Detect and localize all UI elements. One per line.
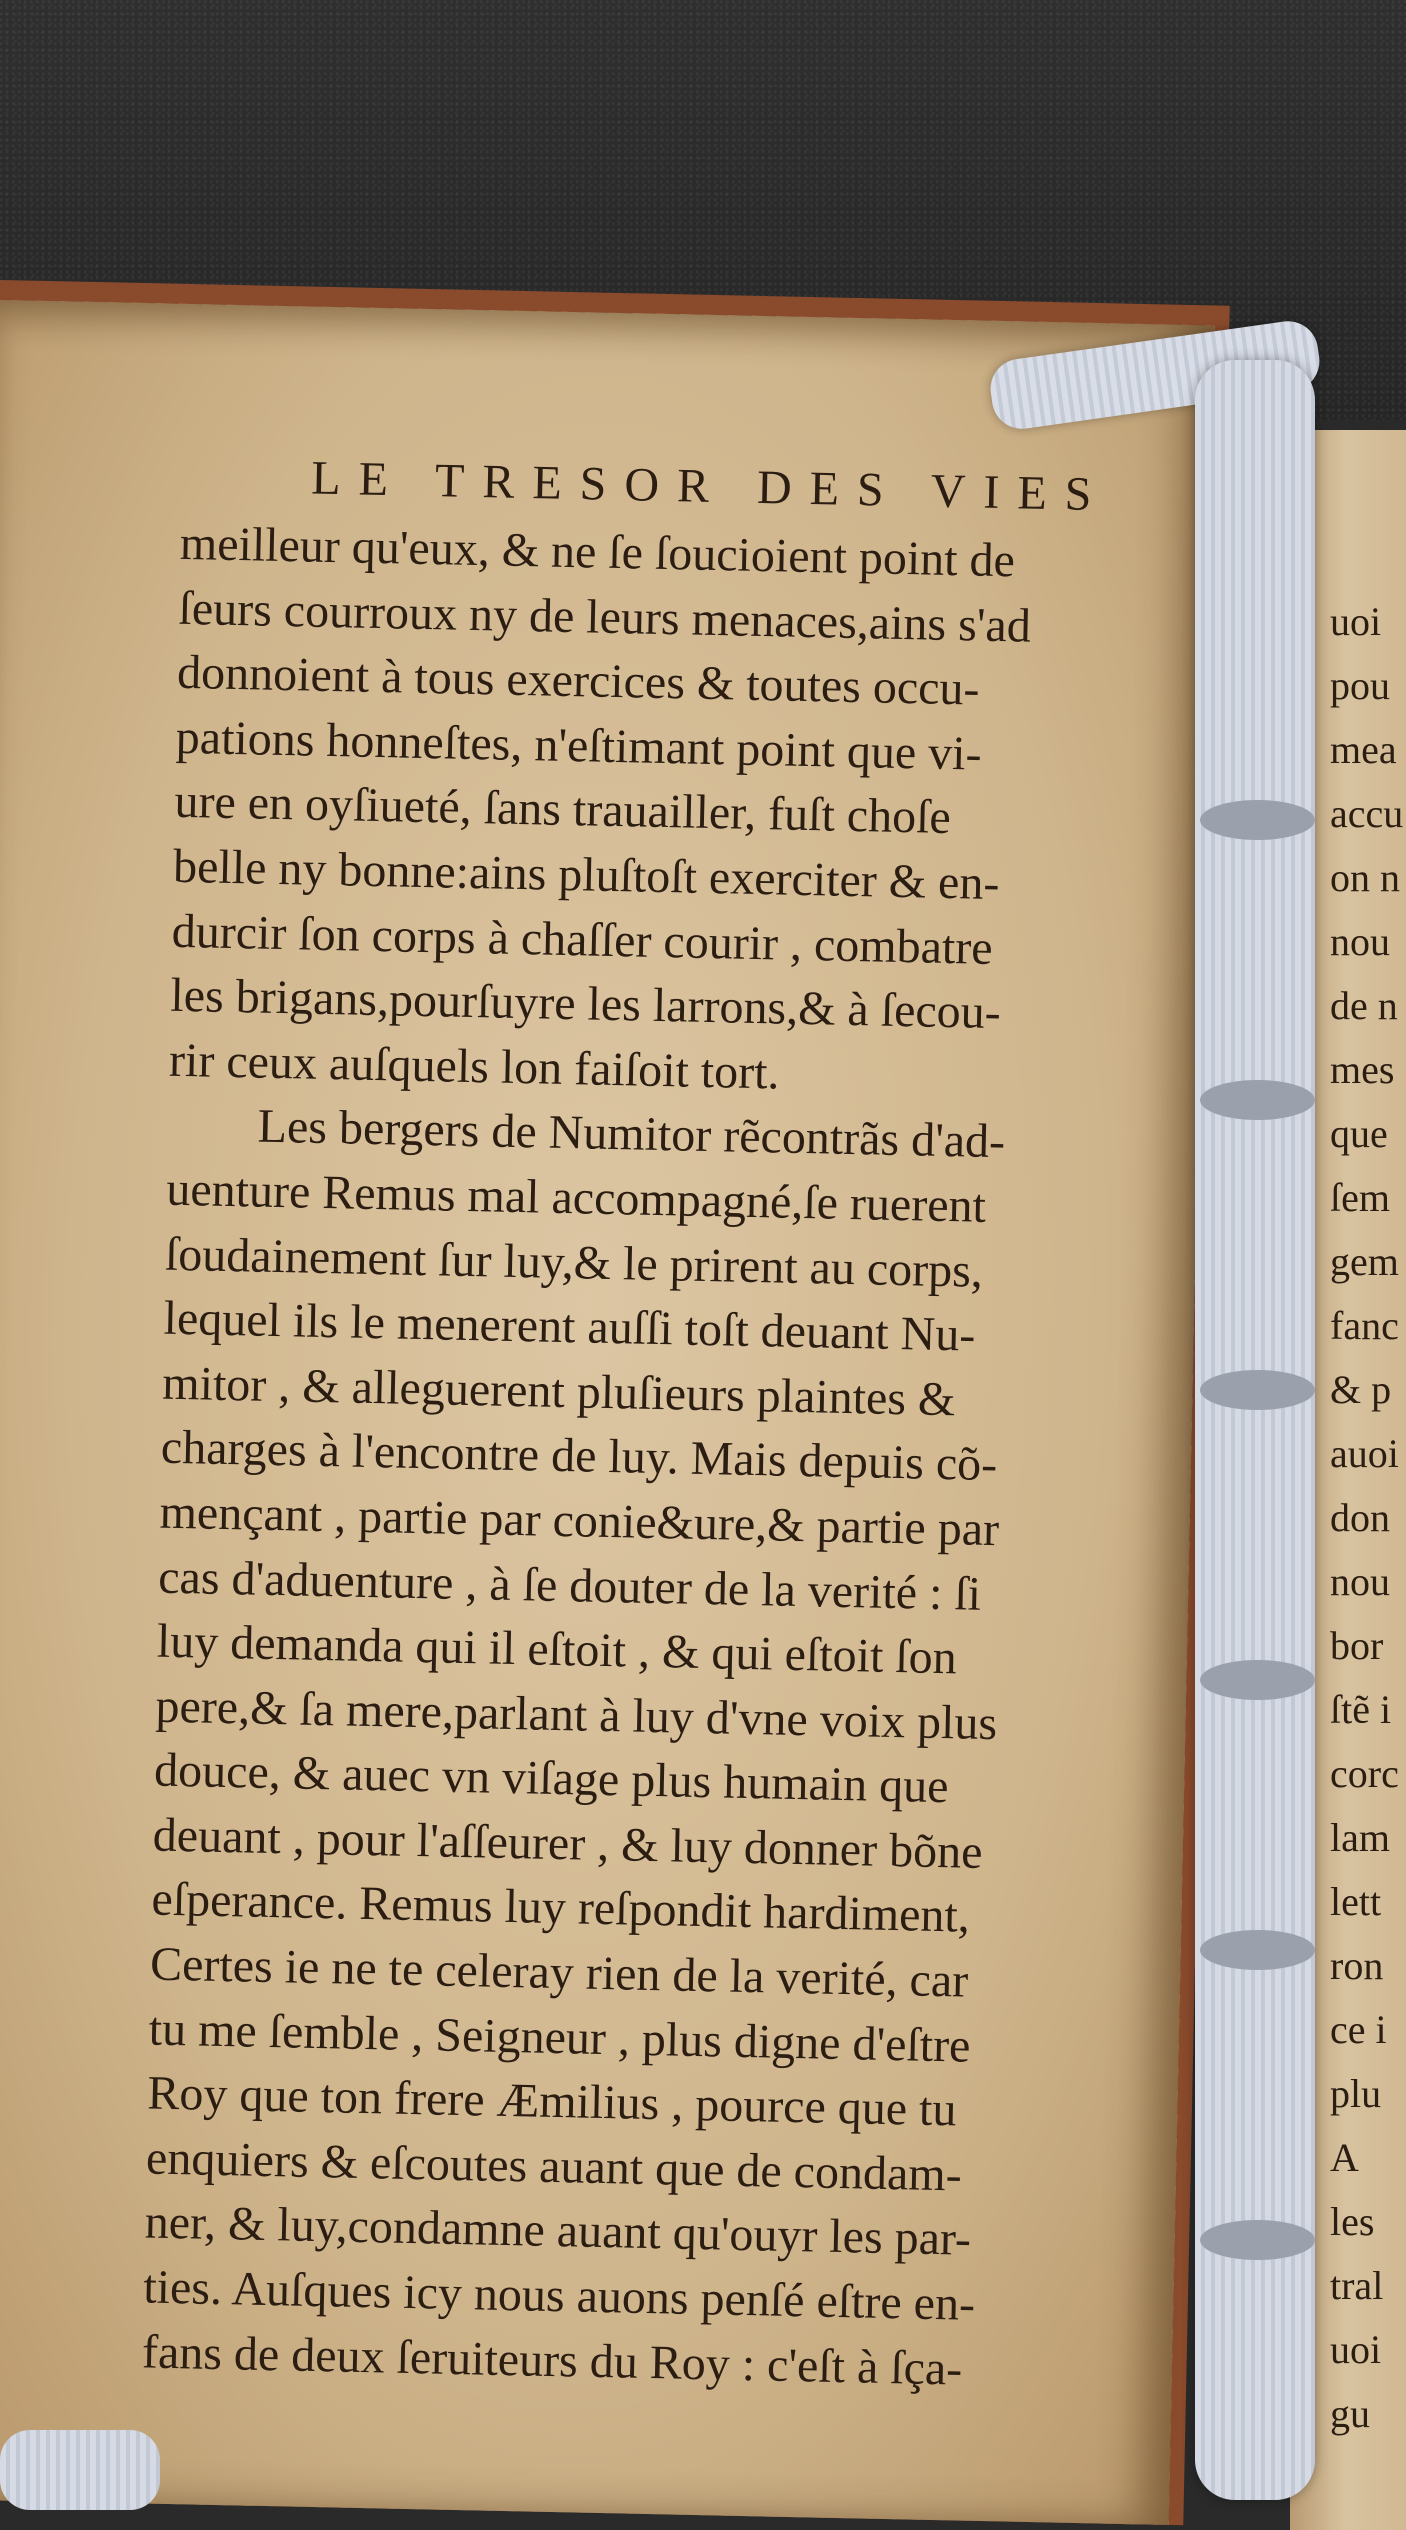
- text-line: pations honneſtes, n'eſtimant point que vi-: [175, 710, 983, 781]
- ribbon-twist: [1200, 800, 1315, 840]
- text-line: luy demanda qui il eſtoit , & qui eſtoit ſon: [156, 1614, 958, 1685]
- paragraph-1: [168, 512, 1180, 1114]
- text-line: belle ny bonne:ains pluſtoſt exerciter & en-: [172, 839, 1000, 911]
- text-line: enquiers & eſcoutes auant que de condam-: [145, 2131, 963, 2202]
- text-line: ner, & luy,condamne auant qu'ouyr les par-: [144, 2195, 972, 2267]
- text-line: mitor , & alleguerent pluſieurs plaintes &: [161, 1356, 956, 1426]
- facing-page-fragment: ſtẽ i: [1330, 1687, 1392, 1732]
- text-line: charges à l'encontre de luy. Mais depuis cõ-: [160, 1420, 998, 1492]
- facing-page-fragment: pou: [1330, 663, 1390, 708]
- text-line: tu me ſemble , Seigneur , plus digne d'eſtre: [148, 2002, 972, 2073]
- text-line: ſeurs courroux ny de leurs menaces,ains s'ad: [178, 581, 1032, 653]
- facing-page-fragment: fanc: [1330, 1303, 1399, 1348]
- facing-page-fragment: que: [1330, 1111, 1388, 1156]
- text-line: ure en oyſiueté, ſans trauailler, fuſt choſe: [173, 775, 952, 845]
- text-line: ſoudainement ſur luy,& le prirent au corps,: [164, 1227, 984, 1298]
- facing-page-fragment: mes: [1330, 1047, 1395, 1092]
- facing-page-fragment: plu: [1330, 2071, 1382, 2116]
- facing-page-fragment: auoi: [1330, 1431, 1399, 1476]
- paragraph-2: [141, 1093, 1168, 2406]
- facing-page-fragment: uoi: [1330, 599, 1382, 644]
- facing-page-fragment: gu: [1330, 2391, 1370, 2436]
- facing-page-fragment: tral: [1330, 2263, 1384, 2308]
- facing-page-fragment: nou: [1330, 1559, 1390, 1604]
- text-line: fans de deux ſeruiteurs du Roy : c'eſt à ſça-: [141, 2325, 963, 2396]
- text-line: rir ceux auſquels lon faiſoit tort.: [168, 1033, 781, 1100]
- facing-page-fragment: don: [1330, 1495, 1390, 1540]
- text-line: Certes ie ne te celeray rien de la verité, car: [149, 1937, 969, 2008]
- text-line: uenture Remus mal accompagné,ſe ruerent: [165, 1162, 987, 1233]
- bookmark-ribbon: [1195, 360, 1315, 2500]
- facing-page-fragment: accu: [1330, 791, 1404, 836]
- ribbon-twist: [1200, 1370, 1315, 1410]
- facing-page-fragment: ſem: [1330, 1175, 1390, 1220]
- book-page: [0, 300, 1215, 2525]
- facing-page-fragment: ce i: [1330, 2007, 1387, 2052]
- facing-page-fragment: nou: [1330, 919, 1390, 964]
- running-head: LE TRESOR DES VIES: [310, 451, 1111, 522]
- page-text-block: [141, 444, 1181, 2406]
- text-line: deuant , pour l'aſſeurer , & luy donner bõne: [152, 1808, 983, 1879]
- text-line: les brigans,pourſuyre les larrons,& à ſecou-: [169, 968, 1002, 1040]
- ribbon-twist: [1200, 1930, 1315, 1970]
- text-line: ties. Auſques icy nous auons penſé eſtre en-: [142, 2260, 976, 2331]
- facing-page-fragment: de n: [1330, 983, 1398, 1028]
- text-line: mençant , partie par conie&ure,& partie par: [159, 1485, 1000, 1557]
- facing-page-fragment: lett: [1330, 1879, 1382, 1924]
- bookmark-ribbon-end: [0, 2430, 160, 2510]
- ribbon-twist: [1200, 1080, 1315, 1120]
- text-line: meilleur qu'eux, & ne ſe ſoucioient point de: [179, 516, 1016, 588]
- text-line: cas d'aduenture , à ſe douter de la verité : ſi: [157, 1550, 982, 1621]
- facing-page-fragment: corc: [1330, 1751, 1399, 1796]
- facing-page-fragment: ron: [1330, 1943, 1384, 1988]
- text-line: durcir ſon corps à chaſſer courir , combatre: [171, 904, 994, 975]
- text-line: eſperance. Remus luy reſpondit hardiment,: [150, 1872, 971, 1944]
- text-line: douce, & auec vn viſage plus humain que: [153, 1743, 950, 1814]
- text-line: Les bergers de Numitor rẽcontrãs d'ad-: [257, 1099, 1006, 1169]
- facing-page-fragment: gem: [1330, 1239, 1399, 1284]
- text-line: Roy que ton frere Æmilius , pource que tu: [146, 2066, 958, 2137]
- facing-page-fragment: A: [1330, 2135, 1359, 2180]
- facing-page-fragment: lam: [1330, 1815, 1390, 1860]
- facing-page-fragment: bor: [1330, 1623, 1384, 1668]
- text-line: donnoient à tous exercices & toutes occu-: [176, 645, 981, 716]
- ribbon-twist: [1200, 2220, 1315, 2260]
- facing-page-fragment: les: [1330, 2199, 1375, 2244]
- facing-page-fragment: mea: [1330, 727, 1397, 772]
- facing-page-fragment: on n: [1330, 855, 1400, 900]
- text-line: pere,& ſa mere,parlant à luy d'vne voix plus: [155, 1679, 998, 1750]
- ribbon-twist: [1200, 1660, 1315, 1700]
- text-line: lequel ils le menerent auſſi toſt deuant Nu-: [163, 1291, 976, 1362]
- facing-page-fragment: & p: [1330, 1367, 1392, 1412]
- facing-page-fragment: uoi: [1330, 2327, 1382, 2372]
